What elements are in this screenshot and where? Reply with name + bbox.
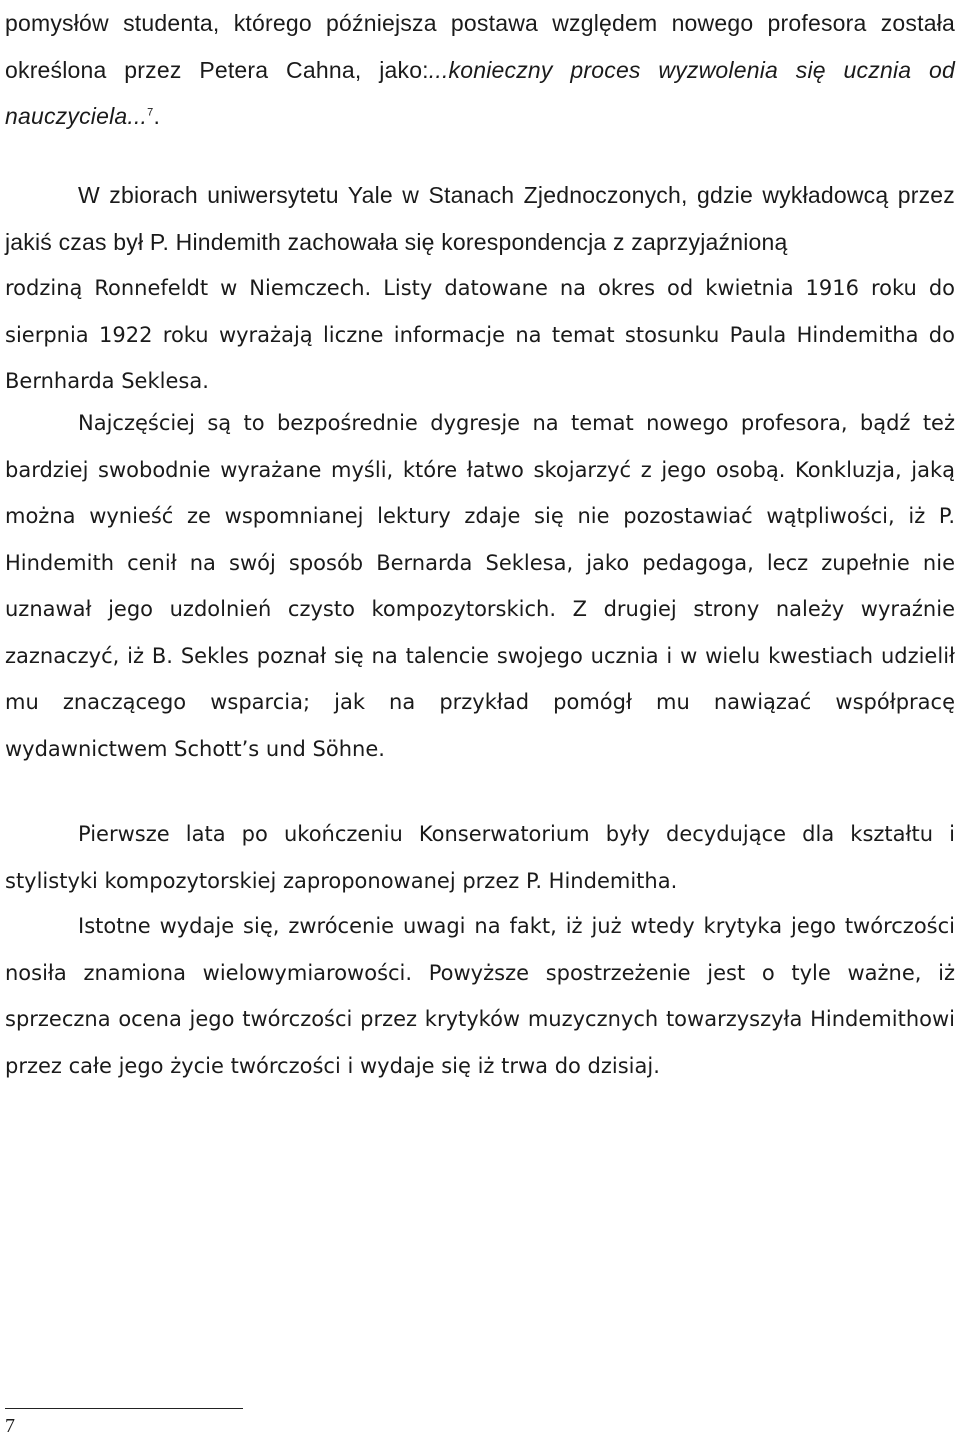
yale-paragraph-continuation <box>5 265 955 405</box>
footnote-separator <box>5 1408 243 1409</box>
opening-line-1 <box>5 0 955 47</box>
yale-paragraph-text: W zbiorach uniwersytetu Yale w Stanach Zjednoczonych, gdzie wykładowcą przez jakiś czas był P. Hindemith zachowała się korespondencja z zaprzyjaźnioną <box>5 182 955 255</box>
opening-line-2 <box>5 47 955 94</box>
cahn-quote-start: ...konieczny proces wyzwolenia się ucznia od <box>428 56 955 83</box>
istotne-paragraph <box>5 903 955 1089</box>
footnote-reference[interactable]: 7 <box>147 106 154 119</box>
opening-line-1-text: pomysłów studenta, którego późniejsza postawa względem nowego profesora została <box>5 10 955 36</box>
opening-paragraph <box>5 0 955 140</box>
pierwsze-paragraph-text: Pierwsze lata po ukończeniu Konserwatorium były decydujące dla kształtu i stylistyki kompozytorskiej zaproponowanej przez P. Hindemitha. <box>5 822 955 893</box>
opening-line-3-period: . <box>153 103 161 129</box>
opening-line-3 <box>5 93 955 140</box>
yale-paragraph-start <box>5 172 955 265</box>
najczesciej-paragraph <box>5 400 955 772</box>
najczesciej-paragraph-text: Najczęściej są to bezpośrednie dygresje na temat nowego profesora, bądź też bardziej swobodnie wyrażane myśli, które łatwo skojarzyć z jego osobą. Konkluzja, jaką można wynieść ze wspomnianej lektury zdaje się nie pozostawiać wątpliwości, iż P. Hindemith cenił na swój sposób Bernarda Seklesa, jako pedagoga, lecz zupełnie nie uznawał jego uzdolnień czysto kompozytorskich. Z drugiej strony należy wyraźnie zaznaczyć, iż B. Sekles poznał się na talencie swojego ucznia i w wielu kwestiach udzielił mu znaczącego wsparcia; jak na przykład pomógł mu nawiązać współpracę wydawnictwem Schott’s und Söhne. <box>5 411 955 761</box>
opening-line-2-text: określona przez Petera Cahna, jako: <box>5 56 429 83</box>
cahn-quote-end: nauczyciela... <box>5 103 148 129</box>
pierwsze-paragraph <box>5 811 955 904</box>
footnote-number: 7 <box>5 1415 15 1437</box>
yale-paragraph-continuation-text: rodziną Ronnefeldt w Niemczech. Listy datowane na okres od kwietnia 1916 roku do sierpnia 1922 roku wyrażają liczne informacje na temat stosunku Paula Hindemitha do Bernharda Seklesa. <box>5 276 955 393</box>
istotne-paragraph-text: Istotne wydaje się, zwrócenie uwagi na fakt, iż już wtedy krytyka jego twórczości nosiła znamiona wielowymiarowości. Powyższe spostrzeżenie jest o tyle ważne, iż sprzeczna ocena jego twórczości przez krytyków muzycznych towarzyszyła Hindemithowi przez całe jego życie twórczości i wydaje się iż trwa do dzisiaj. <box>5 914 955 1078</box>
